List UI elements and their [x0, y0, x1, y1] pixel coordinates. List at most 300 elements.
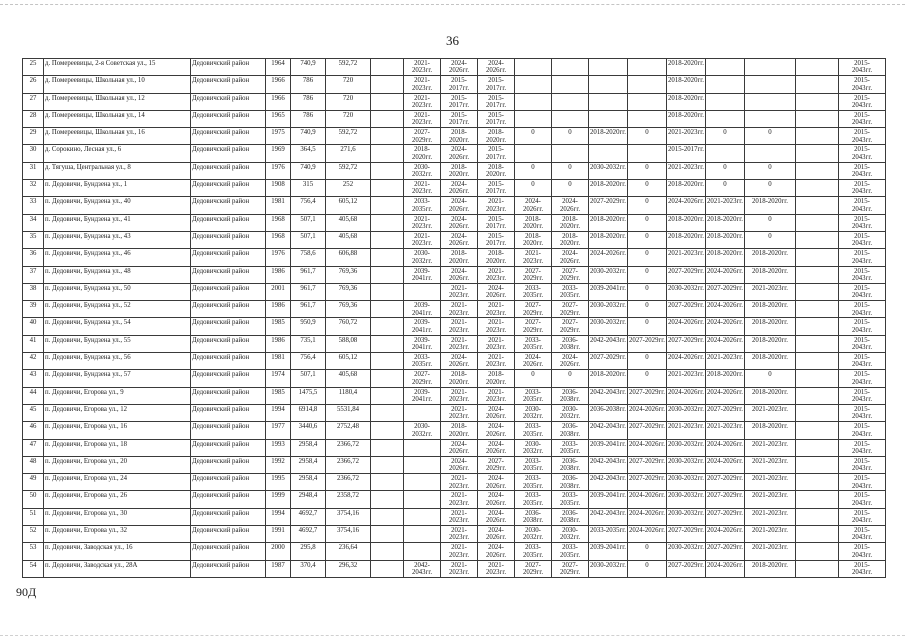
work-period-cell	[628, 145, 667, 162]
work-period-cell: 2024-2026гг.	[706, 387, 745, 404]
work-period-cell: 2015-2017гг.	[478, 231, 515, 248]
address-cell: п. Дедовичи, Егорова ул., 18	[44, 439, 191, 456]
work-period-cell: 2024-2026гг.	[706, 439, 745, 456]
total-area-cell: 4692,7	[291, 508, 326, 525]
work-period-cell: 0	[515, 370, 552, 387]
work-period-cell: 2039-2041гг.	[404, 301, 441, 318]
work-period-cell: 2024-2026гг.	[478, 543, 515, 560]
work-period-cell: 2021-2023гг.	[404, 110, 441, 127]
work-period-cell: 2024-2026гг.	[552, 353, 589, 370]
work-period-cell: 2033-2035гг.	[552, 439, 589, 456]
district-cell: Дедовичский район	[191, 439, 266, 456]
work-period-cell: 2021-2023гг.	[667, 370, 706, 387]
total-area-cell: 507,1	[291, 214, 326, 231]
work-period-cell: 2036-2038гг.	[552, 422, 589, 439]
work-period-cell: 2027-2029гг.	[706, 543, 745, 560]
work-period-cell: 2036-2038гг.	[515, 508, 552, 525]
work-period-cell	[628, 76, 667, 93]
work-period-cell	[371, 353, 404, 370]
work-period-cell: 2021-2023гг.	[441, 543, 478, 560]
district-cell: Дедовичский район	[191, 301, 266, 318]
work-period-cell	[796, 231, 839, 248]
program-period-cell: 2015-2043гг.	[839, 283, 886, 300]
work-period-cell	[628, 93, 667, 110]
work-period-cell	[706, 59, 745, 76]
district-cell: Дедовичский район	[191, 543, 266, 560]
work-period-cell: 2042-2043гг.	[589, 508, 628, 525]
row-number-cell: 39	[23, 301, 44, 318]
work-period-cell	[371, 197, 404, 214]
year-built-cell: 1985	[266, 318, 291, 335]
row-number-cell: 36	[23, 249, 44, 266]
work-period-cell: 2018-2020гг.	[745, 197, 796, 214]
work-period-cell: 2033-2035гг.	[515, 456, 552, 473]
work-period-cell: 2018-2020гг.	[667, 76, 706, 93]
work-period-cell: 2018-2020гг.	[667, 93, 706, 110]
work-period-cell: 2036-2038гг.	[589, 404, 628, 421]
premises-area-cell: 5531,84	[326, 404, 371, 421]
address-cell: д. Помереевицы, Школьная ул., 16	[44, 128, 191, 145]
year-built-cell: 2000	[266, 543, 291, 560]
work-period-cell: 2027-2029гг.	[404, 370, 441, 387]
program-period-cell: 2015-2043гг.	[839, 301, 886, 318]
work-period-cell: 2027-2029гг.	[628, 456, 667, 473]
work-period-cell: 2021-2023гг.	[478, 387, 515, 404]
row-number-cell: 42	[23, 353, 44, 370]
work-period-cell	[796, 110, 839, 127]
work-period-cell	[371, 214, 404, 231]
premises-area-cell: 720	[326, 110, 371, 127]
year-built-cell: 1986	[266, 335, 291, 352]
year-built-cell: 1976	[266, 162, 291, 179]
work-period-cell	[515, 145, 552, 162]
district-cell: Дедовичский район	[191, 145, 266, 162]
table-row	[23, 526, 886, 543]
work-period-cell: 0	[628, 249, 667, 266]
work-period-cell	[796, 59, 839, 76]
premises-area-cell: 271,6	[326, 145, 371, 162]
year-built-cell: 1991	[266, 526, 291, 543]
work-period-cell: 2024-2026гг.	[667, 387, 706, 404]
premises-area-cell: 1180,4	[326, 387, 371, 404]
work-period-cell	[796, 162, 839, 179]
work-period-cell	[796, 439, 839, 456]
work-period-cell: 2030-2032гг.	[404, 422, 441, 439]
row-number-cell: 49	[23, 474, 44, 491]
work-period-cell	[589, 145, 628, 162]
work-period-cell: 2042-2043гг.	[404, 560, 441, 577]
table-row	[23, 214, 886, 231]
year-built-cell: 1974	[266, 370, 291, 387]
row-number-cell: 35	[23, 231, 44, 248]
row-number-cell: 40	[23, 318, 44, 335]
year-built-cell: 1976	[266, 249, 291, 266]
work-period-cell: 2024-2026гг.	[515, 197, 552, 214]
work-period-cell	[796, 543, 839, 560]
work-period-cell	[796, 422, 839, 439]
work-period-cell: 2024-2026гг.	[478, 474, 515, 491]
address-cell: п. Дедовичи, Бундзена ул., 1	[44, 180, 191, 197]
address-cell: п. Дедовичи, Егорова ул., 30	[44, 508, 191, 525]
total-area-cell: 4692,7	[291, 526, 326, 543]
total-area-cell: 786	[291, 93, 326, 110]
work-period-cell: 2030-2032гг.	[404, 249, 441, 266]
work-period-cell	[515, 93, 552, 110]
work-period-cell: 2018-2020гг.	[478, 370, 515, 387]
program-period-cell: 2015-2043гг.	[839, 266, 886, 283]
total-area-cell: 950,9	[291, 318, 326, 335]
work-period-cell: 2018-2020гг.	[745, 387, 796, 404]
work-period-cell: 2027-2029гг.	[667, 526, 706, 543]
premises-area-cell: 405,68	[326, 370, 371, 387]
work-period-cell	[796, 180, 839, 197]
work-period-cell: 2021-2023гг.	[441, 491, 478, 508]
work-period-cell: 2024-2026гг.	[589, 249, 628, 266]
work-period-cell	[371, 491, 404, 508]
program-period-cell: 2015-2043гг.	[839, 76, 886, 93]
program-period-cell: 2015-2043гг.	[839, 110, 886, 127]
work-period-cell: 2018-2020гг.	[478, 162, 515, 179]
work-period-cell: 2021-2023гг.	[706, 197, 745, 214]
work-period-cell	[796, 387, 839, 404]
work-period-cell: 2018-2020гг.	[706, 231, 745, 248]
address-cell: п. Дедовичи, Бундзена ул., 52	[44, 301, 191, 318]
year-built-cell: 1968	[266, 214, 291, 231]
district-cell: Дедовичский район	[191, 353, 266, 370]
work-period-cell: 2021-2023гг.	[667, 422, 706, 439]
work-period-cell: 2021-2023гг.	[441, 387, 478, 404]
work-period-cell: 0	[628, 370, 667, 387]
row-number-cell: 46	[23, 422, 44, 439]
work-period-cell: 2024-2026гг.	[667, 318, 706, 335]
address-cell: п. Дедовичи, Егорова ул., 24	[44, 474, 191, 491]
work-period-cell: 2018-2020гг.	[441, 370, 478, 387]
work-period-cell: 2015-2017гг.	[478, 214, 515, 231]
work-period-cell: 2021-2023гг.	[745, 474, 796, 491]
work-period-cell: 0	[745, 128, 796, 145]
work-period-cell: 2027-2029гг.	[628, 422, 667, 439]
work-period-cell: 2024-2026гг.	[478, 439, 515, 456]
district-cell: Дедовичский район	[191, 283, 266, 300]
work-period-cell	[796, 145, 839, 162]
work-period-cell: 0	[628, 543, 667, 560]
work-period-cell: 2021-2023гг.	[441, 526, 478, 543]
work-period-cell: 2024-2026гг.	[628, 404, 667, 421]
row-number-cell: 50	[23, 491, 44, 508]
work-period-cell: 2021-2023гг.	[404, 59, 441, 76]
work-period-cell	[371, 318, 404, 335]
work-period-cell: 2036-2038гг.	[552, 508, 589, 525]
address-cell: д. Тягуша, Центральная ул., 8	[44, 162, 191, 179]
work-period-cell	[552, 110, 589, 127]
work-period-cell: 2039-2041гг.	[404, 318, 441, 335]
work-period-cell: 2021-2023гг.	[667, 249, 706, 266]
work-period-cell: 2030-2032гг.	[552, 404, 589, 421]
program-period-cell: 2015-2043гг.	[839, 526, 886, 543]
work-period-cell: 2027-2029гг.	[706, 404, 745, 421]
work-period-cell	[371, 439, 404, 456]
work-period-cell	[404, 491, 441, 508]
district-cell: Дедовичский район	[191, 335, 266, 352]
premises-area-cell: 405,68	[326, 214, 371, 231]
work-period-cell	[796, 474, 839, 491]
total-area-cell: 6914,8	[291, 404, 326, 421]
program-period-cell: 2015-2043гг.	[839, 180, 886, 197]
table-row	[23, 318, 886, 335]
address-cell: п. Дедовичи, Бундзена ул., 57	[44, 370, 191, 387]
total-area-cell: 740,9	[291, 128, 326, 145]
premises-area-cell: 720	[326, 93, 371, 110]
work-period-cell: 2021-2023гг.	[667, 162, 706, 179]
work-period-cell: 2021-2023гг.	[706, 353, 745, 370]
premises-area-cell: 720	[326, 76, 371, 93]
premises-area-cell: 606,88	[326, 249, 371, 266]
work-period-cell: 2018-2020гг.	[745, 353, 796, 370]
work-period-cell	[371, 404, 404, 421]
work-period-cell: 2018-2020гг.	[745, 335, 796, 352]
work-period-cell: 2033-2035гг.	[515, 335, 552, 352]
row-number-cell: 51	[23, 508, 44, 525]
year-built-cell: 1965	[266, 110, 291, 127]
work-period-cell: 0	[706, 180, 745, 197]
total-area-cell: 370,4	[291, 560, 326, 577]
row-number-cell: 27	[23, 93, 44, 110]
address-cell: п. Дедовичи, Егорова ул., 12	[44, 404, 191, 421]
work-period-cell: 2021-2023гг.	[515, 249, 552, 266]
work-period-cell: 2024-2026гг.	[441, 197, 478, 214]
work-period-cell: 2027-2029гг.	[515, 560, 552, 577]
year-built-cell: 1992	[266, 456, 291, 473]
program-table-body	[23, 59, 886, 578]
total-area-cell: 756,4	[291, 197, 326, 214]
program-period-cell: 2015-2043гг.	[839, 197, 886, 214]
row-number-cell: 38	[23, 283, 44, 300]
table-row	[23, 59, 886, 76]
work-period-cell: 2030-2032гг.	[667, 404, 706, 421]
work-period-cell: 2018-2020гг.	[589, 180, 628, 197]
work-period-cell	[371, 508, 404, 525]
work-period-cell: 2021-2023гг.	[404, 214, 441, 231]
total-area-cell: 961,7	[291, 266, 326, 283]
year-built-cell: 1981	[266, 197, 291, 214]
work-period-cell	[404, 404, 441, 421]
work-period-cell: 2021-2023гг.	[441, 301, 478, 318]
work-period-cell	[796, 491, 839, 508]
work-period-cell	[589, 76, 628, 93]
work-period-cell: 2033-2035гг.	[515, 543, 552, 560]
work-period-cell	[706, 93, 745, 110]
work-period-cell	[552, 93, 589, 110]
program-period-cell: 2015-2043гг.	[839, 404, 886, 421]
work-period-cell	[404, 508, 441, 525]
work-period-cell: 2015-2017гг.	[478, 110, 515, 127]
row-number-cell: 45	[23, 404, 44, 421]
work-period-cell: 2030-2032гг.	[667, 439, 706, 456]
work-period-cell: 2021-2023гг.	[441, 404, 478, 421]
work-period-cell	[589, 59, 628, 76]
year-built-cell: 1993	[266, 439, 291, 456]
work-period-cell: 2027-2029гг.	[515, 266, 552, 283]
work-period-cell: 2039-2041гг.	[404, 335, 441, 352]
work-period-cell: 2033-2035гг.	[515, 387, 552, 404]
work-period-cell	[628, 110, 667, 127]
program-period-cell: 2015-2043гг.	[839, 474, 886, 491]
work-period-cell: 2021-2023гг.	[478, 197, 515, 214]
row-number-cell: 53	[23, 543, 44, 560]
work-period-cell: 2036-2038гг.	[552, 456, 589, 473]
work-period-cell: 0	[706, 162, 745, 179]
table-row	[23, 508, 886, 525]
district-cell: Дедовичский район	[191, 491, 266, 508]
year-built-cell: 1987	[266, 560, 291, 577]
table-row	[23, 128, 886, 145]
work-period-cell: 2027-2029гг.	[589, 353, 628, 370]
work-period-cell: 2039-2041гг.	[589, 491, 628, 508]
total-area-cell: 1475,5	[291, 387, 326, 404]
work-period-cell	[796, 197, 839, 214]
program-period-cell: 2015-2043гг.	[839, 560, 886, 577]
work-period-cell: 2027-2029гг.	[552, 318, 589, 335]
work-period-cell: 2024-2026гг.	[441, 439, 478, 456]
work-period-cell: 2021-2023гг.	[745, 439, 796, 456]
work-period-cell: 2021-2023гг.	[667, 128, 706, 145]
work-period-cell: 2030-2032гг.	[589, 560, 628, 577]
work-period-cell: 2036-2038гг.	[552, 335, 589, 352]
work-period-cell: 2018-2020гг.	[745, 266, 796, 283]
premises-area-cell: 769,36	[326, 283, 371, 300]
work-period-cell: 2024-2026гг.	[478, 422, 515, 439]
year-built-cell: 1995	[266, 474, 291, 491]
work-period-cell	[552, 59, 589, 76]
work-period-cell: 2024-2026гг.	[515, 353, 552, 370]
work-period-cell: 2021-2023гг.	[478, 301, 515, 318]
address-cell: п. Дедовичи, Егорова ул., 32	[44, 526, 191, 543]
work-period-cell: 2024-2026гг.	[478, 491, 515, 508]
premises-area-cell: 769,36	[326, 301, 371, 318]
work-period-cell	[371, 335, 404, 352]
work-period-cell: 0	[628, 214, 667, 231]
work-period-cell: 2021-2023гг.	[478, 560, 515, 577]
total-area-cell: 758,6	[291, 249, 326, 266]
work-period-cell: 2018-2020гг.	[515, 231, 552, 248]
total-area-cell: 961,7	[291, 283, 326, 300]
work-period-cell: 0	[515, 128, 552, 145]
scan-edge-bottom	[0, 635, 905, 636]
table-row	[23, 491, 886, 508]
work-period-cell: 2024-2026гг.	[628, 526, 667, 543]
work-period-cell: 2024-2026гг.	[667, 353, 706, 370]
work-period-cell	[796, 249, 839, 266]
work-period-cell: 2030-2032гг.	[552, 526, 589, 543]
year-built-cell: 1968	[266, 231, 291, 248]
address-cell: п. Дедовичи, Бундзена ул., 56	[44, 353, 191, 370]
district-cell: Дедовичский район	[191, 128, 266, 145]
address-cell: д. Помереевицы, Школьная ул., 12	[44, 93, 191, 110]
work-period-cell: 2015-2017гг.	[478, 76, 515, 93]
work-period-cell	[404, 456, 441, 473]
total-area-cell: 295,8	[291, 543, 326, 560]
work-period-cell	[796, 508, 839, 525]
district-cell: Дедовичский район	[191, 110, 266, 127]
work-period-cell: 2024-2026гг.	[441, 231, 478, 248]
program-period-cell: 2015-2043гг.	[839, 543, 886, 560]
work-period-cell	[371, 266, 404, 283]
work-period-cell: 2018-2020гг.	[589, 231, 628, 248]
table-row	[23, 93, 886, 110]
address-cell: п. Дедовичи, Заводская ул., 28А	[44, 560, 191, 577]
work-period-cell	[371, 301, 404, 318]
work-period-cell: 2033-2035гг.	[552, 543, 589, 560]
work-period-cell	[371, 543, 404, 560]
district-cell: Дедовичский район	[191, 59, 266, 76]
program-period-cell: 2015-2043гг.	[839, 145, 886, 162]
program-period-cell: 2015-2043гг.	[839, 93, 886, 110]
work-period-cell: 2024-2026гг.	[552, 249, 589, 266]
work-period-cell: 2024-2026гг.	[628, 491, 667, 508]
total-area-cell: 507,1	[291, 231, 326, 248]
work-period-cell: 2030-2032гг.	[589, 318, 628, 335]
work-period-cell: 0	[628, 318, 667, 335]
work-period-cell: 2033-2035гг.	[552, 491, 589, 508]
work-period-cell: 0	[628, 231, 667, 248]
premises-area-cell: 588,08	[326, 335, 371, 352]
table-row	[23, 145, 886, 162]
work-period-cell: 2027-2029гг.	[515, 318, 552, 335]
table-row	[23, 543, 886, 560]
work-period-cell	[371, 249, 404, 266]
work-period-cell: 2024-2026гг.	[628, 439, 667, 456]
work-period-cell: 2027-2029гг.	[552, 301, 589, 318]
work-period-cell: 0	[745, 370, 796, 387]
work-period-cell: 2039-2041гг.	[589, 283, 628, 300]
work-period-cell: 2027-2029гг.	[589, 197, 628, 214]
district-cell: Дедовичский район	[191, 197, 266, 214]
work-period-cell	[796, 318, 839, 335]
work-period-cell: 2018-2020гг.	[441, 249, 478, 266]
work-period-cell: 2024-2026гг.	[706, 526, 745, 543]
total-area-cell: 786	[291, 76, 326, 93]
total-area-cell: 786	[291, 110, 326, 127]
work-period-cell: 2018-2020гг.	[552, 231, 589, 248]
work-period-cell: 2030-2032гг.	[667, 474, 706, 491]
table-row	[23, 301, 886, 318]
row-number-cell: 47	[23, 439, 44, 456]
work-period-cell: 2033-2035гг.	[515, 491, 552, 508]
address-cell: п. Дедовичи, Бундзена ул., 46	[44, 249, 191, 266]
total-area-cell: 2948,4	[291, 491, 326, 508]
district-cell: Дедовичский район	[191, 266, 266, 283]
year-built-cell: 1966	[266, 93, 291, 110]
row-number-cell: 25	[23, 59, 44, 76]
work-period-cell	[515, 110, 552, 127]
table-row	[23, 353, 886, 370]
address-cell: п. Дедовичи, Бундзена ул., 43	[44, 231, 191, 248]
year-built-cell: 1977	[266, 422, 291, 439]
work-period-cell: 0	[628, 180, 667, 197]
work-period-cell: 2039-2041гг.	[404, 266, 441, 283]
work-period-cell	[371, 145, 404, 162]
program-table	[22, 58, 886, 578]
work-period-cell	[745, 93, 796, 110]
work-period-cell: 2027-2029гг.	[706, 491, 745, 508]
work-period-cell: 2021-2023гг.	[745, 491, 796, 508]
work-period-cell	[371, 231, 404, 248]
program-period-cell: 2015-2043гг.	[839, 422, 886, 439]
year-built-cell: 1986	[266, 266, 291, 283]
work-period-cell: 2021-2023гг.	[441, 560, 478, 577]
work-period-cell	[796, 456, 839, 473]
premises-area-cell: 760,72	[326, 318, 371, 335]
